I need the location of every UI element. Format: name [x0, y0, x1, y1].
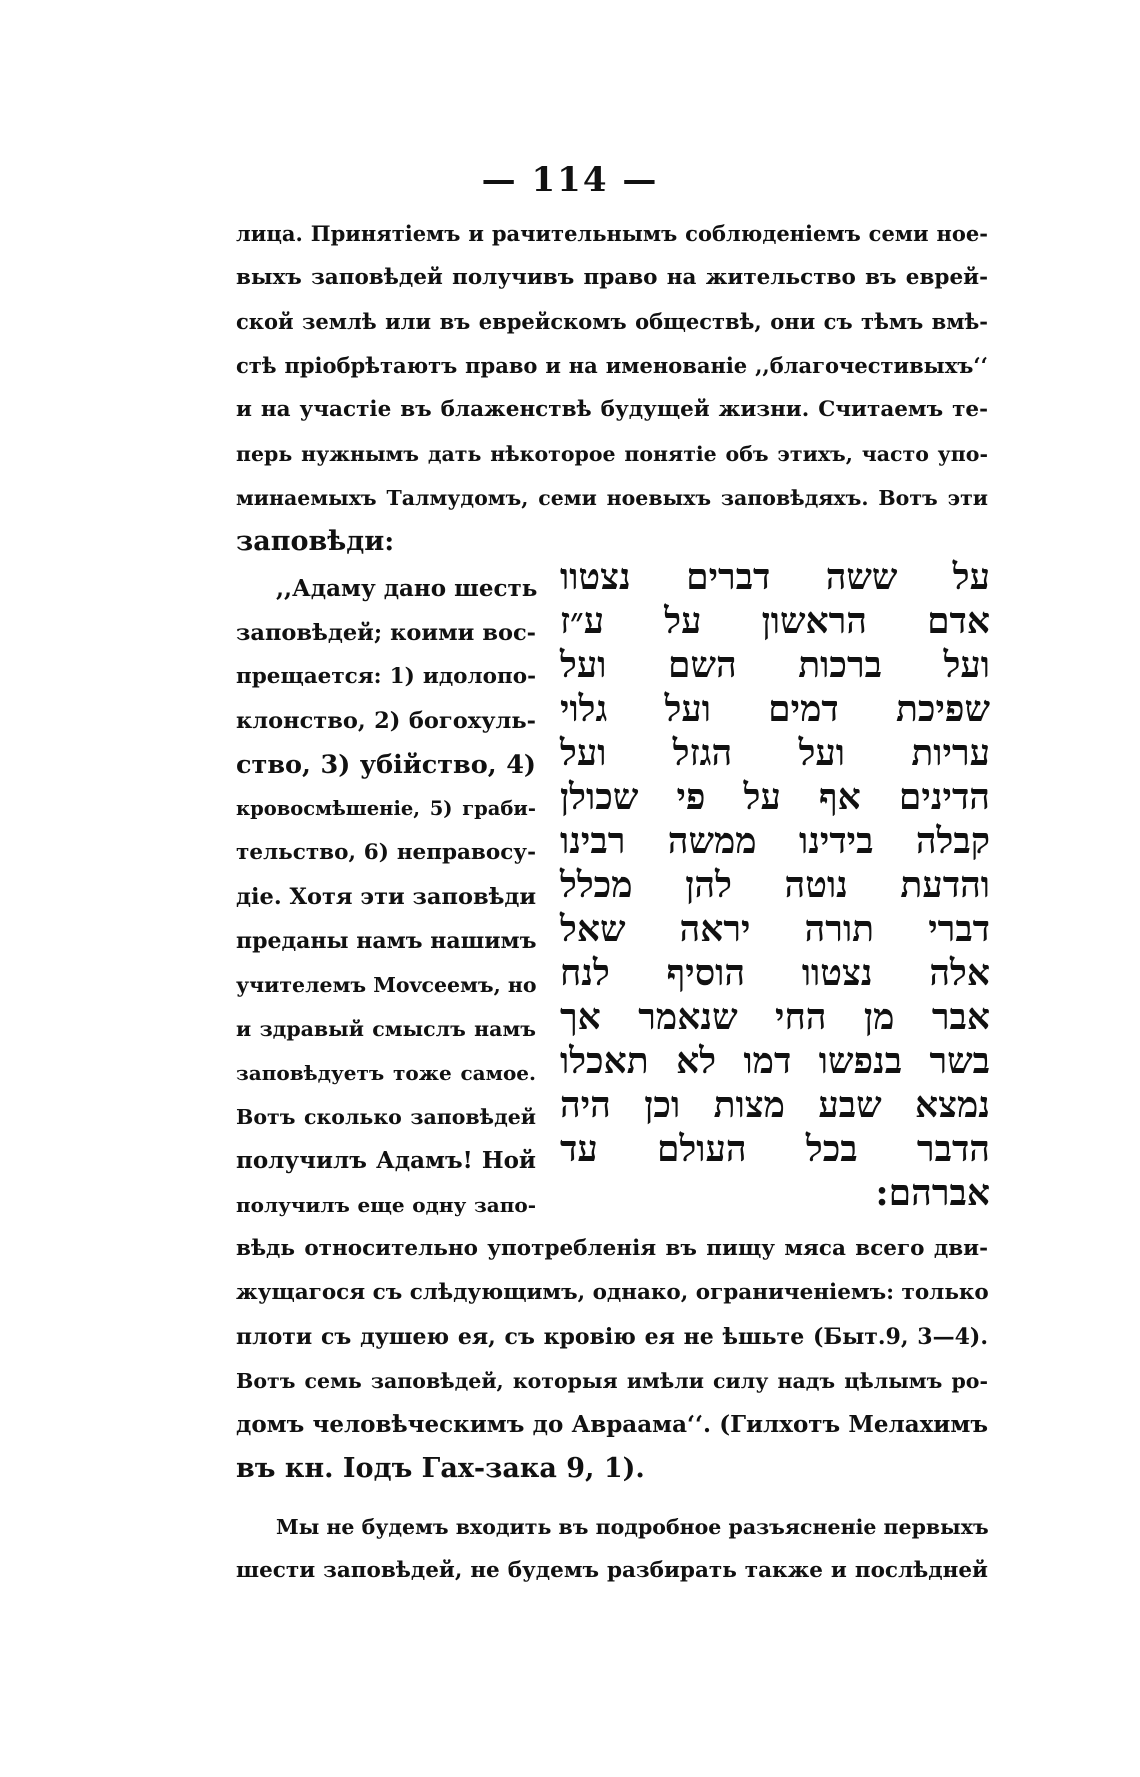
text-line: лица. Принятіемъ и рачительнымъ соблюденіемъ семи ное- — [236, 221, 988, 246]
text-line: выхъ заповѣдей получивъ право на жительство въ еврей- — [236, 265, 988, 290]
hebrew-line: שפיכת דמים ועל גלוי — [560, 688, 990, 730]
text-line: Вотъ семь заповѣдей, которыя имѣли силу надъ цѣлымъ ро- — [236, 1369, 988, 1393]
hebrew-line: נמצא שבע מצות וכן היה — [560, 1084, 990, 1126]
hebrew-line: עריות ועל הגזל ועל — [560, 732, 990, 774]
text-line: домъ человѣческимъ до Авраама‘‘. (Гилхотъ Мелахимъ — [236, 1411, 988, 1438]
text-line: прещается: 1) идолопо- — [236, 664, 536, 689]
hebrew-line: הדינים אף על פי שכולן — [560, 776, 990, 818]
text-line: заповѣдуетъ тоже самое. — [236, 1061, 536, 1085]
text-line: ,,Адаму дано шесть — [276, 575, 538, 602]
text-line: въ кн. Іодъ Гах-зака 9, 1). — [236, 1453, 645, 1484]
hebrew-line: והדעת נוטה להן מכלל — [560, 864, 990, 906]
hebrew-line: אלה נצטוו הוסיף לנח — [560, 952, 990, 994]
text-line: ской землѣ или въ еврейскомъ обществѣ, они съ тѣмъ вмѣ- — [236, 309, 988, 334]
text-line: діе. Хотя эти заповѣди — [236, 884, 537, 910]
text-line: вѣдь относительно употребленія въ пищу мяса всего дви- — [236, 1236, 988, 1261]
text-line: кровосмѣшеніе, 5) граби- — [236, 797, 536, 820]
hebrew-line: הדבר בכל העולם עד — [560, 1128, 990, 1170]
hebrew-line: בשר בנפשו דמו לא תאכלו — [560, 1040, 990, 1082]
hebrew-line: אבר מן החי שנאמר אך — [560, 996, 990, 1038]
text-line: плоти съ душею ея, съ кровію ея не ѣшьте (Быт.9, 3—4). — [236, 1324, 988, 1350]
text-line: преданы намъ нашимъ — [236, 928, 537, 954]
text-line: учителемъ Моvсеемъ, но — [236, 973, 537, 997]
text-line: получилъ еще одну запо- — [236, 1193, 536, 1217]
text-line: стѣ пріобрѣтаютъ право и на именованіе ,,благочестивыхъ‘‘ — [236, 353, 988, 378]
hebrew-line: אברהם: — [875, 1172, 990, 1214]
text-line: ство, 3) убійство, 4) — [236, 750, 536, 780]
text-line: заповѣди: — [236, 526, 395, 557]
text-line: Мы не будемъ входить въ подробное разъясненіе первыхъ — [276, 1515, 989, 1539]
text-line: и на участіе въ блаженствѣ будущей жизни. Считаемъ те- — [236, 397, 988, 422]
text-line: минаемыхъ Талмудомъ, семи ноевыхъ заповѣдяхъ. Вотъ эти — [236, 486, 988, 510]
text-line: и здравый смыслъ намъ — [236, 1017, 536, 1041]
text-line: перь нужнымъ дать нѣкоторое понятіе объ этихъ, часто упо- — [236, 442, 988, 466]
text-line: шести заповѣдей, не будемъ разбирать также и послѣдней — [236, 1558, 988, 1583]
text-line: клонство, 2) богохуль- — [236, 708, 536, 734]
text-line: жущагося съ слѣдующимъ, однако, ограниченіемъ: только — [236, 1280, 989, 1305]
hebrew-column — [560, 555, 990, 1215]
text-line: Вотъ сколько заповѣдей — [236, 1105, 536, 1129]
text-line: заповѣдей; коими вос- — [236, 620, 536, 646]
page-number: — 114 — — [481, 160, 659, 200]
hebrew-line: ועל ברכות השם ועל — [560, 644, 990, 686]
hebrew-line: על ששה דברים נצטוו — [560, 556, 990, 598]
hebrew-line: דברי תורה יראה שאל — [560, 908, 990, 950]
hebrew-line: קבלה בידינו ממשה רבינו — [560, 820, 990, 862]
text-line: тельство, 6) неправосу- — [236, 840, 536, 865]
text-line: получилъ Адамъ! Ной — [236, 1147, 536, 1174]
hebrew-line: אדם הראשון על ע״ז — [560, 600, 990, 642]
